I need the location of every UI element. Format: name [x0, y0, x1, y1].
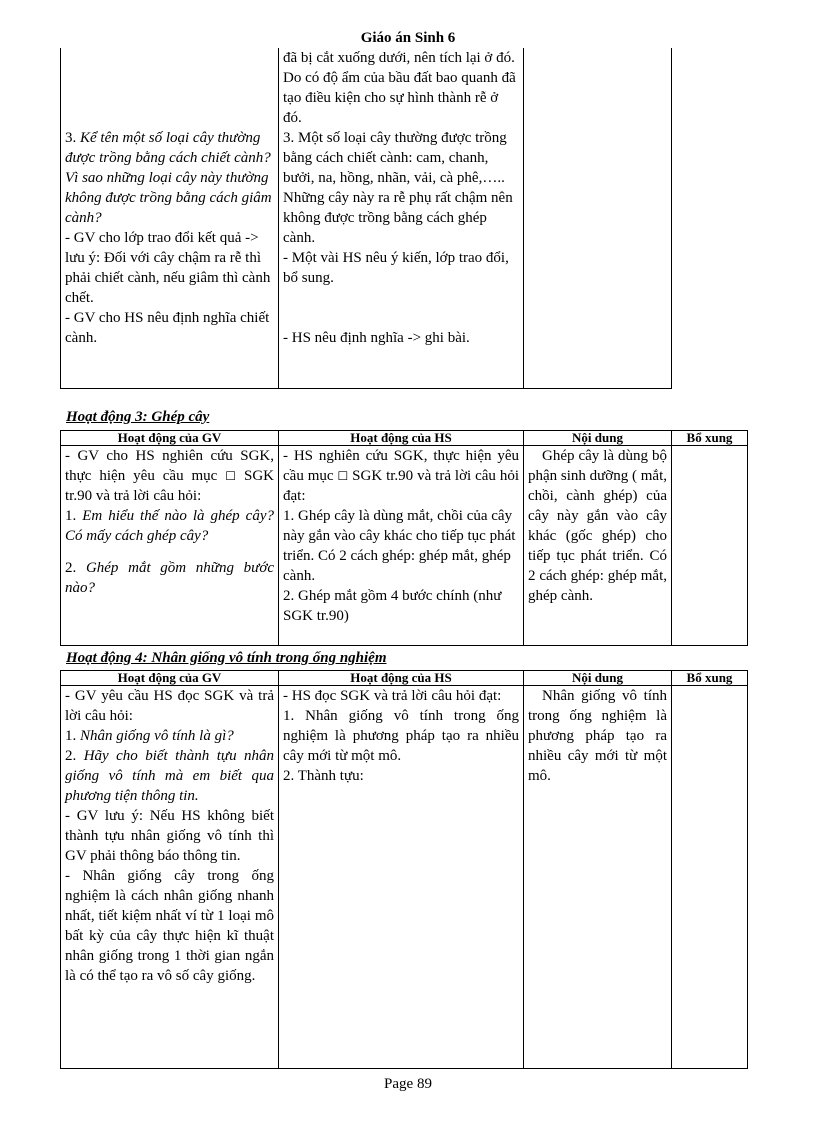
gv-note-2: - Nhân giống cây trong ống nghiệm là cách nhân giống nhanh nhất, tiết kiệm nhất ví từ 1 loại mô bất kỳ của cây thực hiện kĩ thuật nhân giống trong 1 thời gian ngắn là có thể tạo ra vô số cây giống. [65, 868, 274, 984]
header-supplement: Bổ xung [672, 671, 748, 686]
section-3-title: Hoạt động 3: Ghép cây [66, 409, 210, 425]
gv-intro: - GV cho HS nghiên cứu SGK, thực hiện yêu cầu mục [65, 448, 274, 484]
supplement-cell [672, 48, 748, 388]
gv-q2: Hãy cho biết thành tựu nhân giống vô tính mà em biết qua phương tiện thông tin. [65, 748, 274, 804]
gv-q2-number: 2. [65, 748, 84, 764]
hs-continued-text: đã bị cắt xuống dưới, nên tích lại ở đó. Do có độ ẩm của bầu đất bao quanh đã tạo điều kiện cho sự hình thành rễ ở đó. [283, 50, 516, 126]
hs-cell [279, 686, 524, 1069]
activity-4-table [60, 670, 748, 1069]
header-gv: Hoạt động của GV [61, 431, 279, 446]
content-cell: Nhân giống vô tính trong ống nghiệm là phương pháp tạo ra nhiều cây mới từ một mô. [524, 686, 672, 1069]
hs-a1: 1. Nhân giống vô tính trong ống nghiệm là phương pháp tạo ra nhiều cây mới từ một mô. [283, 708, 519, 764]
hs-a2: 2. Ghép mắt gồm 4 bước chính (như SGK tr.90) [283, 588, 502, 624]
hs-intro-2: SGK tr.90 và trả lời câu hỏi đạt: [283, 468, 520, 504]
gv-q1-number: 1. [65, 508, 83, 524]
activity-3-table [60, 430, 748, 646]
hs-cell [279, 446, 524, 646]
gv-cell [61, 686, 279, 1069]
hs-cell [279, 48, 524, 388]
hs-a1: 1. Ghép cây là dùng mắt, chồi của cây này gắn vào cây khác cho tiếp tục phát triển. Có 2 cách ghép: ghép mắt, ghép cành. [283, 508, 516, 584]
hs-intro: - HS nghiên cứu SGK, thực hiện yêu cầu mục [283, 448, 519, 484]
gv-q1: Nhân giống vô tính là gì? [80, 728, 234, 744]
hs-answer-3: 3. Một số loại cây thường được trồng bằng cách chiết cành: cam, chanh, bưởi, na, hồng, nhãn, vải, cà phê,….. Những cây này ra rễ phụ rất chậm nên không được trồng bằng cách ghép cành. [283, 130, 513, 246]
gv-q3-number: 3. [65, 130, 80, 146]
gv-intro-2: SGK tr.90 và trả lời câu hỏi: [65, 468, 274, 504]
supplement-cell [672, 686, 748, 1069]
activity-table-continued [60, 48, 748, 389]
gv-intro: - GV yêu cầu HS đọc SGK và trả lời câu hỏi: [65, 688, 274, 724]
checkbox-icon: ☐ [225, 469, 237, 483]
gv-note: - GV lưu ý: Nếu HS không biết thành tựu nhân giống vô tính thì GV phải thông báo thông tin. [65, 808, 274, 864]
section-4-title: Hoạt động 4: Nhân giống vô tính trong ống nghiệm [66, 650, 387, 666]
hs-discussion: - Một vài HS nêu ý kiến, lớp trao đổi, bổ sung. [283, 250, 509, 286]
gv-q2-number: 2. [65, 560, 86, 576]
supplement-cell [672, 446, 748, 646]
hs-a2: 2. Thành tựu: [283, 768, 364, 784]
header-hs: Hoạt động của HS [279, 671, 524, 686]
content-cell: Ghép cây là dùng bộ phận sinh dưỡng ( mắt, chồi, cành ghép) của cây này gắn vào cây khác (gốc ghép) cho tiếp tục phát triển. Có 2 cách ghép: ghép mắt, ghép cành. [524, 446, 672, 646]
gv-cell [61, 446, 279, 646]
hs-definition: - HS nêu định nghĩa -> ghi bài. [283, 330, 470, 346]
header-gv: Hoạt động của GV [61, 671, 279, 686]
gv-q1-number: 1. [65, 728, 80, 744]
header-content: Nội dung [524, 671, 672, 686]
gv-note: - GV cho lớp trao đổi kết quả -> lưu ý: Đối với cây chậm ra rễ thì phải chiết cành, nếu giâm thì cành chết. [65, 230, 271, 306]
header-supplement: Bổ xung [672, 431, 748, 446]
gv-q3-text: Kể tên một số loại cây thường được trồng bằng cách chiết cành? Vì sao những loại cây này thường không được trồng bằng cách giâm cành? [65, 130, 272, 226]
gv-definition: - GV cho HS nêu định nghĩa chiết cành. [65, 310, 270, 346]
gv-q2: Ghép mắt gồm những bước nào? [65, 560, 274, 596]
page-header: Giáo án Sinh 6 [360, 30, 456, 46]
gv-q1: Em hiểu thế nào là ghép cây? Có mấy cách ghép cây? [65, 508, 274, 544]
content-cell [524, 48, 672, 388]
checkbox-icon: ☐ [337, 469, 349, 483]
gv-cell [61, 48, 279, 388]
page-footer: Page 89 [384, 1076, 432, 1092]
header-content: Nội dung [524, 431, 672, 446]
header-hs: Hoạt động của HS [279, 431, 524, 446]
hs-intro: - HS đọc SGK và trả lời câu hỏi đạt: [283, 688, 502, 704]
